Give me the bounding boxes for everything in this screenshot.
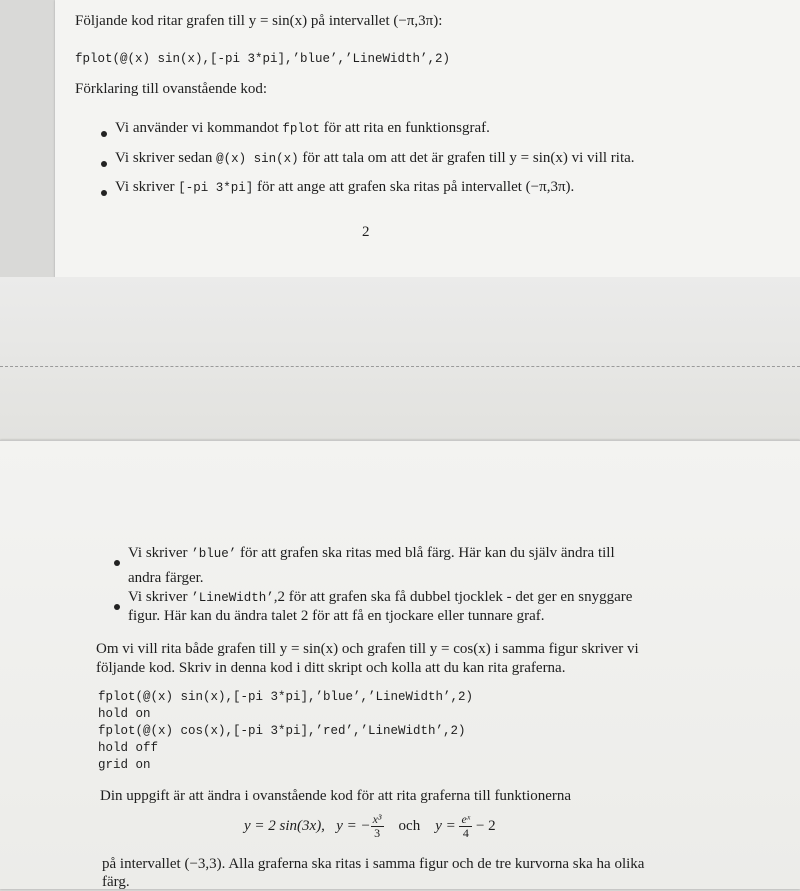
bullet-text: ,2 för att grafen ska få dubbel tjocklek - det ger en snyggare bbox=[273, 589, 633, 605]
formula-term: − 2 bbox=[475, 818, 496, 834]
closing-text: på intervallet (−3,3). Alla graferna ska ritas i samma figur och de tre kurvorna ska ha olika bbox=[102, 856, 645, 872]
code-block bbox=[98, 689, 473, 774]
bullet-text: Vi använder vi kommandot bbox=[115, 120, 283, 136]
bullet-item-2 bbox=[115, 149, 635, 168]
bullet-item-4-cont: andra färger. bbox=[128, 570, 204, 586]
code-line: fplot(@(x) sin(x),[-pi 3*pi],’blue’,’LineWidth’,2) bbox=[75, 52, 451, 66]
code-line: grid on bbox=[98, 758, 151, 772]
inline-code: @(x) sin(x) bbox=[216, 152, 299, 166]
formula-connector: och bbox=[398, 818, 421, 834]
fraction bbox=[371, 813, 384, 840]
code-line: fplot(@(x) sin(x),[-pi 3*pi],’blue’,’LineWidth’,2) bbox=[98, 690, 474, 704]
inline-code: fplot bbox=[282, 122, 320, 136]
formula-term: y = bbox=[435, 818, 456, 834]
fraction-numerator: eˣ bbox=[461, 812, 471, 827]
page-bottom-fragment bbox=[0, 440, 800, 889]
page-gap bbox=[0, 277, 800, 440]
bullet-item-5-cont: figur. Här kan du ändra talet 2 för att få en tjockare eller tunnare graf. bbox=[128, 608, 545, 624]
bullet-item-1 bbox=[115, 119, 490, 138]
bullet-item-3 bbox=[115, 178, 574, 197]
bullet-icon bbox=[101, 131, 107, 137]
bullet-text: för att grafen ska ritas med blå färg. Här kan du själv ändra till bbox=[236, 545, 615, 561]
page-top-fragment bbox=[55, 0, 800, 278]
bullet-icon bbox=[114, 604, 120, 610]
code-line: hold off bbox=[98, 741, 159, 755]
bullet-text: Vi skriver bbox=[128, 545, 192, 561]
page-number: 2 bbox=[362, 224, 370, 240]
fraction-denominator: 4 bbox=[462, 826, 469, 841]
paragraph-line: Om vi vill rita både grafen till y = sin(x) och grafen till y = cos(x) i samma figur skriver vi bbox=[96, 641, 639, 657]
fraction-denominator: 3 bbox=[374, 826, 381, 841]
code-line: fplot(@(x) cos(x),[-pi 3*pi],’red’,’LineWidth’,2) bbox=[98, 724, 466, 738]
formula-line bbox=[244, 811, 496, 841]
fraction-numerator: x³ bbox=[372, 812, 382, 827]
code-line: hold on bbox=[98, 707, 151, 721]
page-break-divider bbox=[0, 366, 800, 367]
inline-code: [-pi 3*pi] bbox=[178, 181, 254, 195]
intro-text: Följande kod ritar grafen till y = sin(x) på intervallet (−π,3π): bbox=[75, 13, 443, 29]
closing-text: färg. bbox=[102, 874, 130, 890]
inline-code: ’blue’ bbox=[191, 547, 237, 561]
bullet-text: för att rita en funktionsgraf. bbox=[319, 120, 490, 136]
fraction bbox=[459, 813, 472, 840]
bullet-text: för att ange att grafen ska ritas på intervallet (−π,3π). bbox=[253, 179, 575, 195]
formula-term: y = 2 sin(3x), bbox=[244, 818, 325, 834]
bullet-icon bbox=[114, 560, 120, 566]
bullet-text: Vi skriver sedan bbox=[115, 150, 217, 166]
task-text: Din uppgift är att ändra i ovanstående kod för att rita graferna till funktionerna bbox=[100, 788, 572, 804]
formula-term: y = − bbox=[336, 818, 371, 834]
bullet-text: för att tala om att det är grafen till y = sin(x) vi vill rita. bbox=[298, 150, 635, 166]
explanation-heading: Förklaring till ovanstående kod: bbox=[75, 81, 268, 97]
inline-code: ’LineWidth’ bbox=[191, 591, 274, 605]
paragraph-line: följande kod. Skriv in denna kod i ditt skript och kolla att du kan rita graferna. bbox=[96, 660, 566, 676]
bullet-text: Vi skriver bbox=[115, 179, 179, 195]
bullet-item-4 bbox=[128, 544, 615, 563]
bullet-text: Vi skriver bbox=[128, 589, 192, 605]
bullet-icon bbox=[101, 190, 107, 196]
bullet-icon bbox=[101, 161, 107, 167]
bullet-item-5 bbox=[128, 588, 632, 607]
